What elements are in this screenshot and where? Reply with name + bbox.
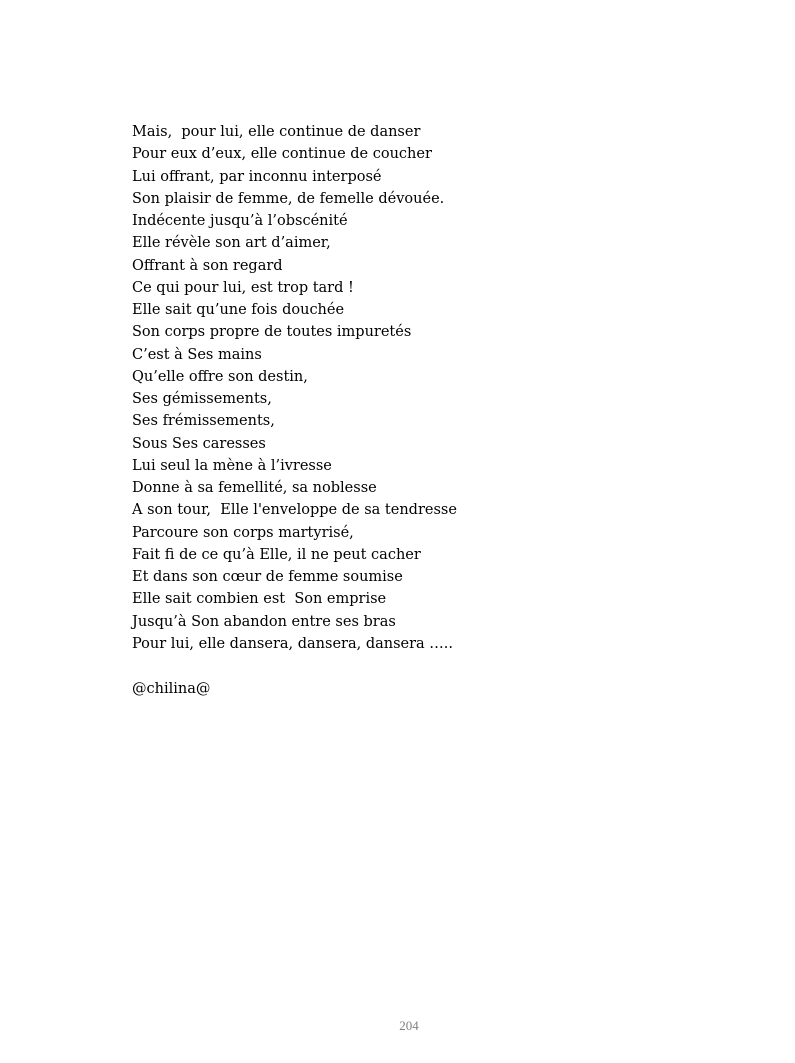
page-number: 204	[399, 1018, 419, 1033]
poem-line: Donne à sa femellité, sa noblesse	[132, 480, 377, 496]
poem-line: Son corps propre de toutes impuretés	[132, 324, 412, 341]
poem-line: Ce qui pour lui, est trop tard !	[132, 279, 354, 296]
poem-line: Ses frémissements,	[132, 413, 275, 430]
poem-line: Son plaisir de femme, de femelle dévouée.	[132, 190, 445, 207]
poem-line: Et dans son cœur de femme soumise	[132, 569, 403, 585]
poem-line: Elle révèle son art d’aimer,	[132, 235, 331, 252]
poem	[132, 121, 457, 655]
poem-line: Qu’elle offre son destin,	[132, 368, 308, 385]
poem-line: Elle sait qu’une fois douchée	[132, 302, 345, 318]
poem-line: C’est à Ses mains	[132, 346, 262, 363]
poem-line: Ses gémissements,	[132, 391, 272, 407]
poem-line: Pour eux d’eux, elle continue de coucher	[132, 146, 432, 163]
poem-line: Sous Ses caresses	[132, 435, 266, 452]
poem-line: Pour lui, elle dansera, dansera, dansera …..	[132, 635, 454, 652]
poem-line: Lui seul la mène à l’ivresse	[132, 457, 332, 474]
poem-line: Offrant à son regard	[132, 257, 283, 274]
poem-line: Parcoure son corps martyrisé,	[132, 524, 354, 541]
poem-line: Fait fi de ce qu’à Elle, il ne peut cacher	[132, 546, 421, 563]
poem-line: Jusqu’à Son abandon entre ses bras	[132, 613, 396, 630]
poem-line: Mais, pour lui, elle continue de danser	[132, 124, 421, 140]
poem-line: Lui offrant, par inconnu interposé	[132, 168, 382, 185]
poem-line: Elle sait combien est Son emprise	[132, 591, 387, 608]
poem-line: A son tour, Elle l'enveloppe de sa tendresse	[132, 502, 457, 519]
poem-line: Indécente jusqu’à l’obscénité	[132, 213, 348, 229]
author-signature: @chilina@	[132, 681, 211, 697]
